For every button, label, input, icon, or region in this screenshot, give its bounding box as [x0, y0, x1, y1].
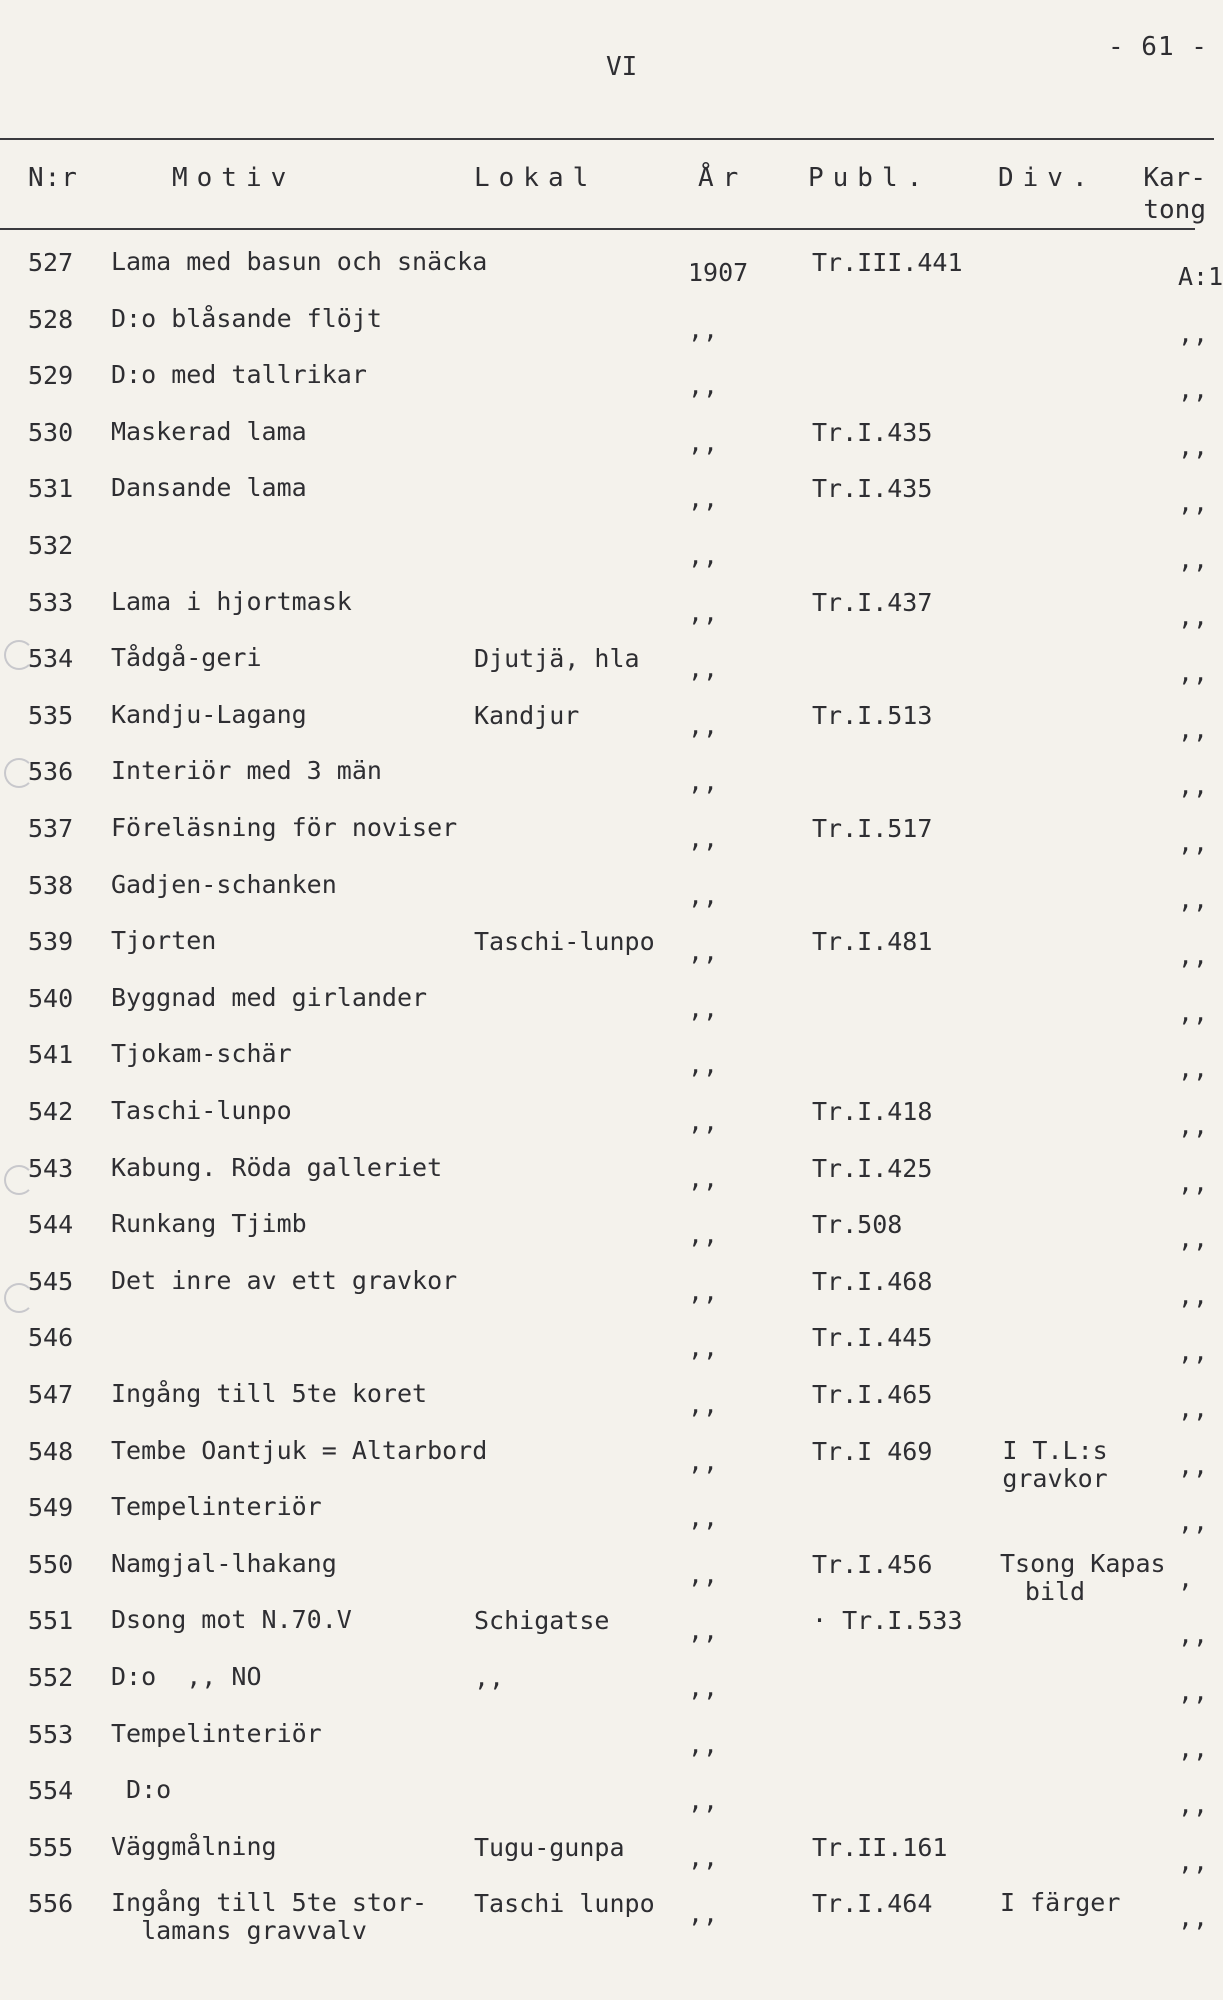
row-lokal: Taschi lunpo: [474, 1889, 655, 1918]
table-row: [0, 1323, 1214, 1379]
row-number: 553: [28, 1720, 74, 1749]
row-motiv: Tjokam-schär: [111, 1039, 292, 1068]
row-motiv: Byggnad med girlander: [111, 983, 428, 1012]
row-kartong: ,,: [1178, 885, 1209, 914]
table-row: [0, 474, 1214, 530]
row-number: 529: [28, 361, 74, 390]
row-number: 555: [28, 1833, 74, 1862]
row-number: 527: [28, 248, 74, 277]
row-motiv: D:o: [111, 1775, 172, 1804]
row-motiv: Dsong mot N.70.V: [111, 1605, 352, 1634]
row-kartong: ,,: [1178, 1790, 1209, 1819]
row-motiv: Dansande lama: [111, 473, 307, 502]
table-row: [0, 1720, 1214, 1776]
row-kartong: ,,: [1178, 1451, 1209, 1480]
table-row: [0, 1776, 1214, 1832]
row-motiv: Maskerad lama: [111, 417, 307, 446]
table-row: [0, 305, 1214, 361]
row-year: ,,: [688, 1730, 719, 1759]
row-number: 551: [28, 1606, 74, 1635]
punch-hole-mark: [4, 1165, 34, 1195]
row-publication: Tr.I.513: [812, 701, 933, 730]
row-year: ,,: [688, 1899, 719, 1928]
row-kartong: A:1: [1178, 262, 1223, 291]
row-number: 535: [28, 701, 74, 730]
row-year: ,,: [688, 1560, 719, 1589]
row-lokal: Djutjä, hla: [474, 644, 640, 673]
row-motiv: Taschi-lunpo: [111, 1096, 292, 1125]
row-year: ,,: [688, 711, 719, 740]
row-kartong: ,: [1178, 1564, 1194, 1593]
row-motiv: Tembe Oantjuk = Altarbord: [111, 1436, 488, 1465]
table-row: [0, 644, 1214, 700]
row-number: 531: [28, 474, 74, 503]
row-publication: Tr.I.481: [812, 927, 933, 956]
row-motiv: Ingång till 5te koret: [111, 1379, 428, 1408]
row-publication: Tr.I.425: [812, 1154, 933, 1183]
row-number: 543: [28, 1154, 74, 1183]
row-number: 545: [28, 1267, 74, 1296]
row-kartong: ,,: [1178, 488, 1209, 517]
table-row: [0, 1380, 1214, 1436]
row-year: ,,: [688, 1673, 719, 1702]
row-kartong: ,,: [1178, 715, 1209, 744]
row-kartong: ,,: [1178, 771, 1209, 800]
row-publication: Tr.I.468: [812, 1267, 933, 1296]
row-year: ,,: [688, 1164, 719, 1193]
row-publication: Tr.I.435: [812, 474, 933, 503]
header-div: Div.: [998, 163, 1097, 193]
table-row: [0, 361, 1214, 417]
row-year: ,,: [688, 371, 719, 400]
row-number: 540: [28, 984, 74, 1013]
row-year: 1907: [688, 258, 749, 287]
row-kartong: ,,: [1178, 1620, 1209, 1649]
row-publication: Tr.I.435: [812, 418, 933, 447]
row-motiv: Det inre av ett gravkor: [111, 1266, 458, 1295]
row-kartong: ,,: [1178, 1111, 1209, 1140]
row-year: ,,: [688, 824, 719, 853]
row-year: ,,: [688, 1786, 719, 1815]
table-row: [0, 927, 1214, 983]
row-year: ,,: [688, 1843, 719, 1872]
table-row: [0, 1833, 1214, 1889]
row-motiv: D:o blåsande flöjt: [111, 304, 382, 333]
row-number: 547: [28, 1380, 74, 1409]
row-number: 536: [28, 757, 74, 786]
table-row: [0, 1437, 1214, 1493]
row-motiv: Namgjal-lhakang: [111, 1549, 337, 1578]
table-row: [0, 1040, 1214, 1096]
row-div: I färger: [1000, 1888, 1121, 1917]
header-lokal: Lokal: [474, 163, 598, 193]
row-motiv: Väggmålning: [111, 1832, 277, 1861]
row-motiv: Kabung. Röda galleriet: [111, 1153, 443, 1182]
row-kartong: ,,: [1178, 1394, 1209, 1423]
row-publication: Tr.III.441: [812, 248, 963, 277]
row-publication: Tr.I.456: [812, 1550, 933, 1579]
row-number: 530: [28, 418, 74, 447]
row-lokal: ,,: [474, 1663, 505, 1692]
header-kartong: [1136, 162, 1206, 226]
header-kartong-line1: Kar-: [1143, 163, 1206, 193]
row-year: ,,: [688, 654, 719, 683]
row-year: ,,: [688, 1390, 719, 1419]
row-number: 533: [28, 588, 74, 617]
row-number: 532: [28, 531, 74, 560]
row-motiv: D:o ,, NO: [111, 1662, 262, 1691]
table-row: [0, 1606, 1214, 1662]
row-motiv: Interiör med 3 män: [111, 756, 382, 785]
header-nr: N:r: [28, 163, 78, 193]
row-lokal: Tugu-gunpa: [474, 1833, 625, 1862]
table-row: [0, 588, 1214, 644]
row-year: ,,: [688, 428, 719, 457]
row-number: 544: [28, 1210, 74, 1239]
row-number: 528: [28, 305, 74, 334]
row-year: ,,: [688, 541, 719, 570]
row-kartong: ,,: [1178, 1168, 1209, 1197]
header-kartong-line2: tong: [1143, 195, 1206, 225]
row-motiv: Gadjen-schanken: [111, 870, 337, 899]
row-year: ,,: [688, 1277, 719, 1306]
table-row: [0, 984, 1214, 1040]
row-year: ,,: [688, 1220, 719, 1249]
row-publication: Tr.I.464: [812, 1889, 933, 1918]
row-number: 556: [28, 1889, 74, 1918]
row-year: ,,: [688, 598, 719, 627]
row-year: ,,: [688, 1107, 719, 1136]
row-kartong: ,,: [1178, 319, 1209, 348]
row-year: ,,: [688, 937, 719, 966]
row-year: ,,: [688, 1503, 719, 1532]
row-kartong: ,,: [1178, 545, 1209, 574]
row-kartong: ,,: [1178, 1734, 1209, 1763]
section-heading: VI: [606, 52, 638, 82]
table-row: [0, 418, 1214, 474]
row-year: ,,: [688, 1050, 719, 1079]
row-year: ,,: [688, 1447, 719, 1476]
row-number: 537: [28, 814, 74, 843]
row-motiv: Tempelinteriör: [111, 1719, 322, 1748]
row-number: 554: [28, 1776, 74, 1805]
row-div: Tsong Kapas bild: [1000, 1549, 1166, 1606]
row-kartong: ,,: [1178, 1337, 1209, 1366]
row-publication: Tr.I 469: [812, 1437, 933, 1466]
table-row: [0, 1097, 1214, 1153]
row-number: 539: [28, 927, 74, 956]
row-kartong: ,,: [1178, 998, 1209, 1027]
row-year: ,,: [688, 1333, 719, 1362]
table-row: [0, 1663, 1214, 1719]
row-div: I T.L:s gravkor: [1002, 1436, 1108, 1493]
row-publication: Tr.I.418: [812, 1097, 933, 1126]
row-number: 538: [28, 871, 74, 900]
row-kartong: ,,: [1178, 602, 1209, 631]
row-year: ,,: [688, 484, 719, 513]
row-number: 541: [28, 1040, 74, 1069]
row-publication: Tr.II.161: [812, 1833, 948, 1862]
row-publication: · Tr.I.533: [812, 1606, 963, 1635]
table-row: [0, 1267, 1214, 1323]
row-kartong: ,,: [1178, 1677, 1209, 1706]
row-publication: Tr.I.517: [812, 814, 933, 843]
table-row: [0, 814, 1214, 870]
header-ar: År: [698, 163, 748, 193]
table-row: [0, 701, 1214, 757]
row-year: ,,: [688, 1616, 719, 1645]
row-number: 548: [28, 1437, 74, 1466]
row-kartong: ,,: [1178, 941, 1209, 970]
row-publication: Tr.I.437: [812, 588, 933, 617]
row-motiv: Tådgå-geri: [111, 643, 262, 672]
table-row: [0, 871, 1214, 927]
punch-hole-mark: [4, 1283, 34, 1313]
table-row: [0, 531, 1214, 587]
table-row: [0, 247, 1223, 304]
row-lokal: Schigatse: [474, 1606, 610, 1635]
row-publication: Tr.I.445: [812, 1323, 933, 1352]
row-motiv: Runkang Tjimb: [111, 1209, 307, 1238]
header-rule: [0, 228, 1195, 230]
row-kartong: ,,: [1178, 1507, 1209, 1536]
row-year: ,,: [688, 994, 719, 1023]
row-motiv: D:o med tallrikar: [111, 360, 367, 389]
row-lokal: Taschi-lunpo: [474, 927, 655, 956]
row-motiv: Föreläsning för noviser: [111, 813, 458, 842]
row-year: ,,: [688, 881, 719, 910]
row-kartong: ,,: [1178, 1224, 1209, 1253]
row-kartong: ,,: [1178, 1281, 1209, 1310]
row-kartong: ,,: [1178, 658, 1209, 687]
row-kartong: ,,: [1178, 432, 1209, 461]
table-row: [0, 1210, 1214, 1266]
row-kartong: ,,: [1178, 1903, 1209, 1932]
row-number: 550: [28, 1550, 74, 1579]
row-number: 546: [28, 1323, 74, 1352]
row-number: 534: [28, 644, 74, 673]
row-motiv: Ingång till 5te stor- lamans gravvalv: [111, 1888, 428, 1945]
row-lokal: Kandjur: [474, 701, 580, 730]
row-motiv: Lama i hjortmask: [111, 587, 352, 616]
row-motiv: Tjorten: [111, 926, 217, 955]
table-row: [0, 1154, 1214, 1210]
row-kartong: ,,: [1178, 1847, 1209, 1876]
row-motiv: Kandju-Lagang: [111, 700, 307, 729]
punch-hole-mark: [4, 640, 34, 670]
row-number: 552: [28, 1663, 74, 1692]
row-kartong: ,,: [1178, 1054, 1209, 1083]
row-motiv: Lama med basun och snäcka: [111, 247, 488, 276]
row-number: 542: [28, 1097, 74, 1126]
table-row: [0, 1889, 1214, 1945]
page-number: - 61 -: [1108, 32, 1208, 62]
header-publ: Publ.: [808, 163, 932, 193]
table-row: [0, 1493, 1214, 1549]
row-publication: Tr.I.465: [812, 1380, 933, 1409]
table-row: [0, 757, 1214, 813]
row-publication: Tr.508: [812, 1210, 903, 1239]
table-row: [0, 1550, 1214, 1606]
punch-hole-mark: [4, 758, 34, 788]
header-motiv: Motiv: [172, 163, 296, 193]
row-year: ,,: [688, 767, 719, 796]
row-year: ,,: [688, 315, 719, 344]
row-number: 549: [28, 1493, 74, 1522]
row-kartong: ,,: [1178, 375, 1209, 404]
row-motiv: Tempelinteriör: [111, 1492, 322, 1521]
row-kartong: ,,: [1178, 828, 1209, 857]
top-rule: [0, 138, 1214, 140]
